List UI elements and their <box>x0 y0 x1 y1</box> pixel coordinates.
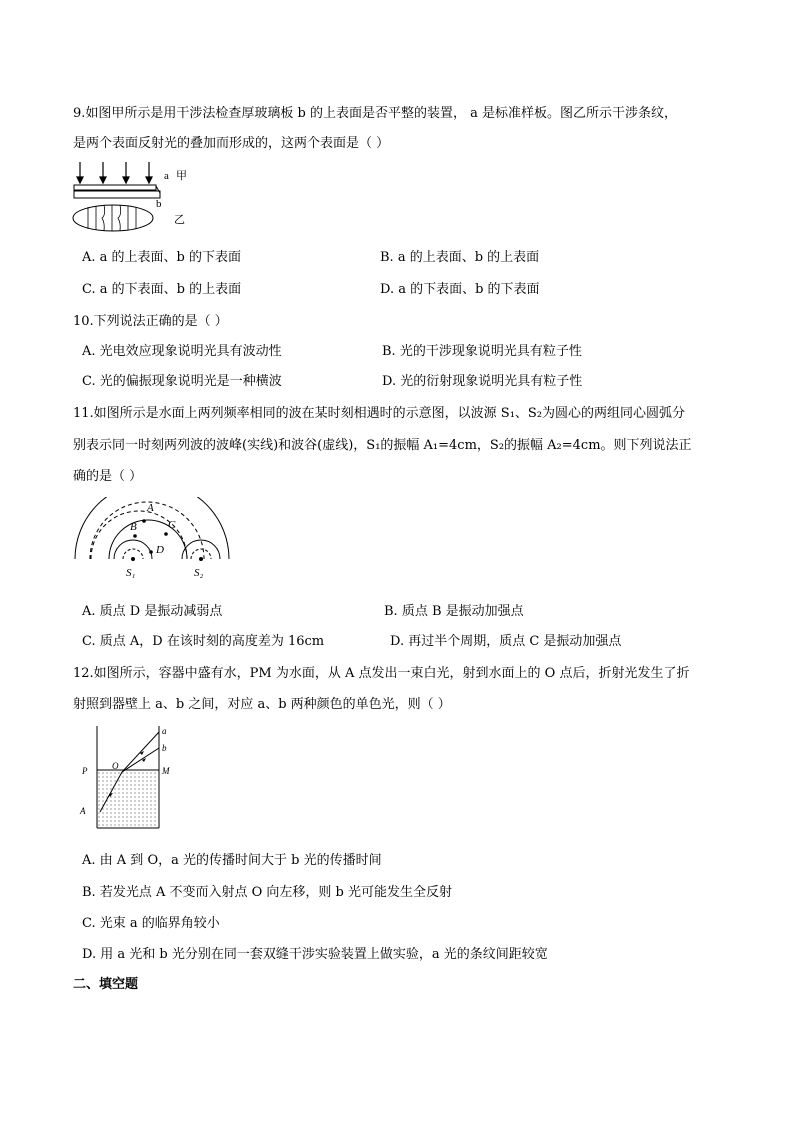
q11-stem-line1: 11.如图所示是水面上两列频率相同的波在某时刻相遇时的示意图，以波源 S₁、S₂为圆心的两组同心圆弧分 <box>73 406 686 421</box>
q9-fig-label-a: a <box>164 170 169 182</box>
q9-fig-label-b: b <box>156 198 162 210</box>
q11-option-c: C. 质点 A，D 在该时刻的高度差为 16cm <box>82 634 325 649</box>
q12-option-c: C. 光束 a 的临界角较小 <box>82 916 220 931</box>
q11-option-b: B. 质点 B 是振动加强点 <box>384 604 524 619</box>
q10-option-d: D. 光的衍射现象说明光具有粒子性 <box>382 374 583 389</box>
q9-option-d: D. a 的下表面、b 的下表面 <box>380 282 540 297</box>
q11-fig-label-s2: S₂ <box>194 567 204 579</box>
q9-option-a: A. a 的上表面、b 的下表面 <box>82 250 241 265</box>
q11-fig-label-c: C <box>168 519 176 531</box>
q12-fig-label-source-a: A <box>80 806 86 816</box>
q11-fig-label-d: D <box>156 544 164 556</box>
q12-option-b: B. 若发光点 A 不变而入射点 O 向左移，则 b 光可能发生全反射 <box>82 885 452 900</box>
q12-stem-line2: 射照到器壁上 a、b 之间，对应 a、b 两种颜色的单色光，则（ ） <box>73 697 451 712</box>
q11-fig-label-s1: S₁ <box>126 567 136 579</box>
q9-fig-label-yi: 乙 <box>174 214 185 226</box>
q12-fig-label-o: O <box>112 761 119 771</box>
q10-option-b: B. 光的干涉现象说明光具有粒子性 <box>382 344 582 359</box>
q12-stem-line1: 12.如图所示，容器中盛有水，PM 为水面，从 A 点发出一束白光，射到水面上的 O 点后，折射光发生了折 <box>73 666 690 681</box>
q10-option-c: C. 光的偏振现象说明光是一种横波 <box>82 374 282 389</box>
q11-option-a: A. 质点 D 是振动减弱点 <box>82 604 223 619</box>
q11-figure <box>70 497 230 581</box>
q12-option-a: A. 由 A 到 O，a 光的传播时间大于 b 光的传播时间 <box>82 853 382 868</box>
q10-stem: 10.下列说法正确的是（ ） <box>73 314 228 329</box>
q9-option-c: C. a 的下表面、b 的上表面 <box>82 282 242 297</box>
q9-option-b: B. a 的上表面、b 的上表面 <box>380 250 540 265</box>
q11-stem-line2: 别表示同一时刻两列波的波峰(实线)和波谷(虚线)，S₁的振幅 A₁=4cm，S₂的振幅 A₂=4cm。则下列说法正 <box>73 438 692 453</box>
q11-fig-label-b: B <box>130 521 137 533</box>
q12-fig-label-b: b <box>162 743 167 753</box>
q9-stem-line1: 9.如图甲所示是用干涉法检查厚玻璃板 b 的上表面是否平整的装置， a 是标准样板。图乙所示干涉条纹， <box>73 106 678 121</box>
q12-fig-label-p: P <box>82 766 88 776</box>
q11-option-d: D. 再过半个周期，质点 C 是振动加强点 <box>390 634 622 649</box>
section-heading-fill-in: 二、填空题 <box>73 977 139 992</box>
q9-stem-line2: 是两个表面反射光的叠加而形成的，这两个表面是（ ） <box>73 136 390 151</box>
q12-fig-label-a: a <box>162 726 167 736</box>
q10-option-a: A. 光电效应现象说明光具有波动性 <box>82 344 282 359</box>
q12-option-d: D. 用 a 光和 b 光分别在同一套双缝干涉实验装置上做实验，a 光的条纹间距较宽 <box>82 947 548 962</box>
q12-figure <box>74 724 184 832</box>
q9-figure <box>68 160 198 236</box>
q11-stem-line3: 确的是（ ） <box>73 469 143 484</box>
q11-fig-label-a: A <box>147 502 154 514</box>
q9-fig-label-jia: 甲 <box>176 170 187 182</box>
q12-fig-label-m: M <box>162 766 170 776</box>
